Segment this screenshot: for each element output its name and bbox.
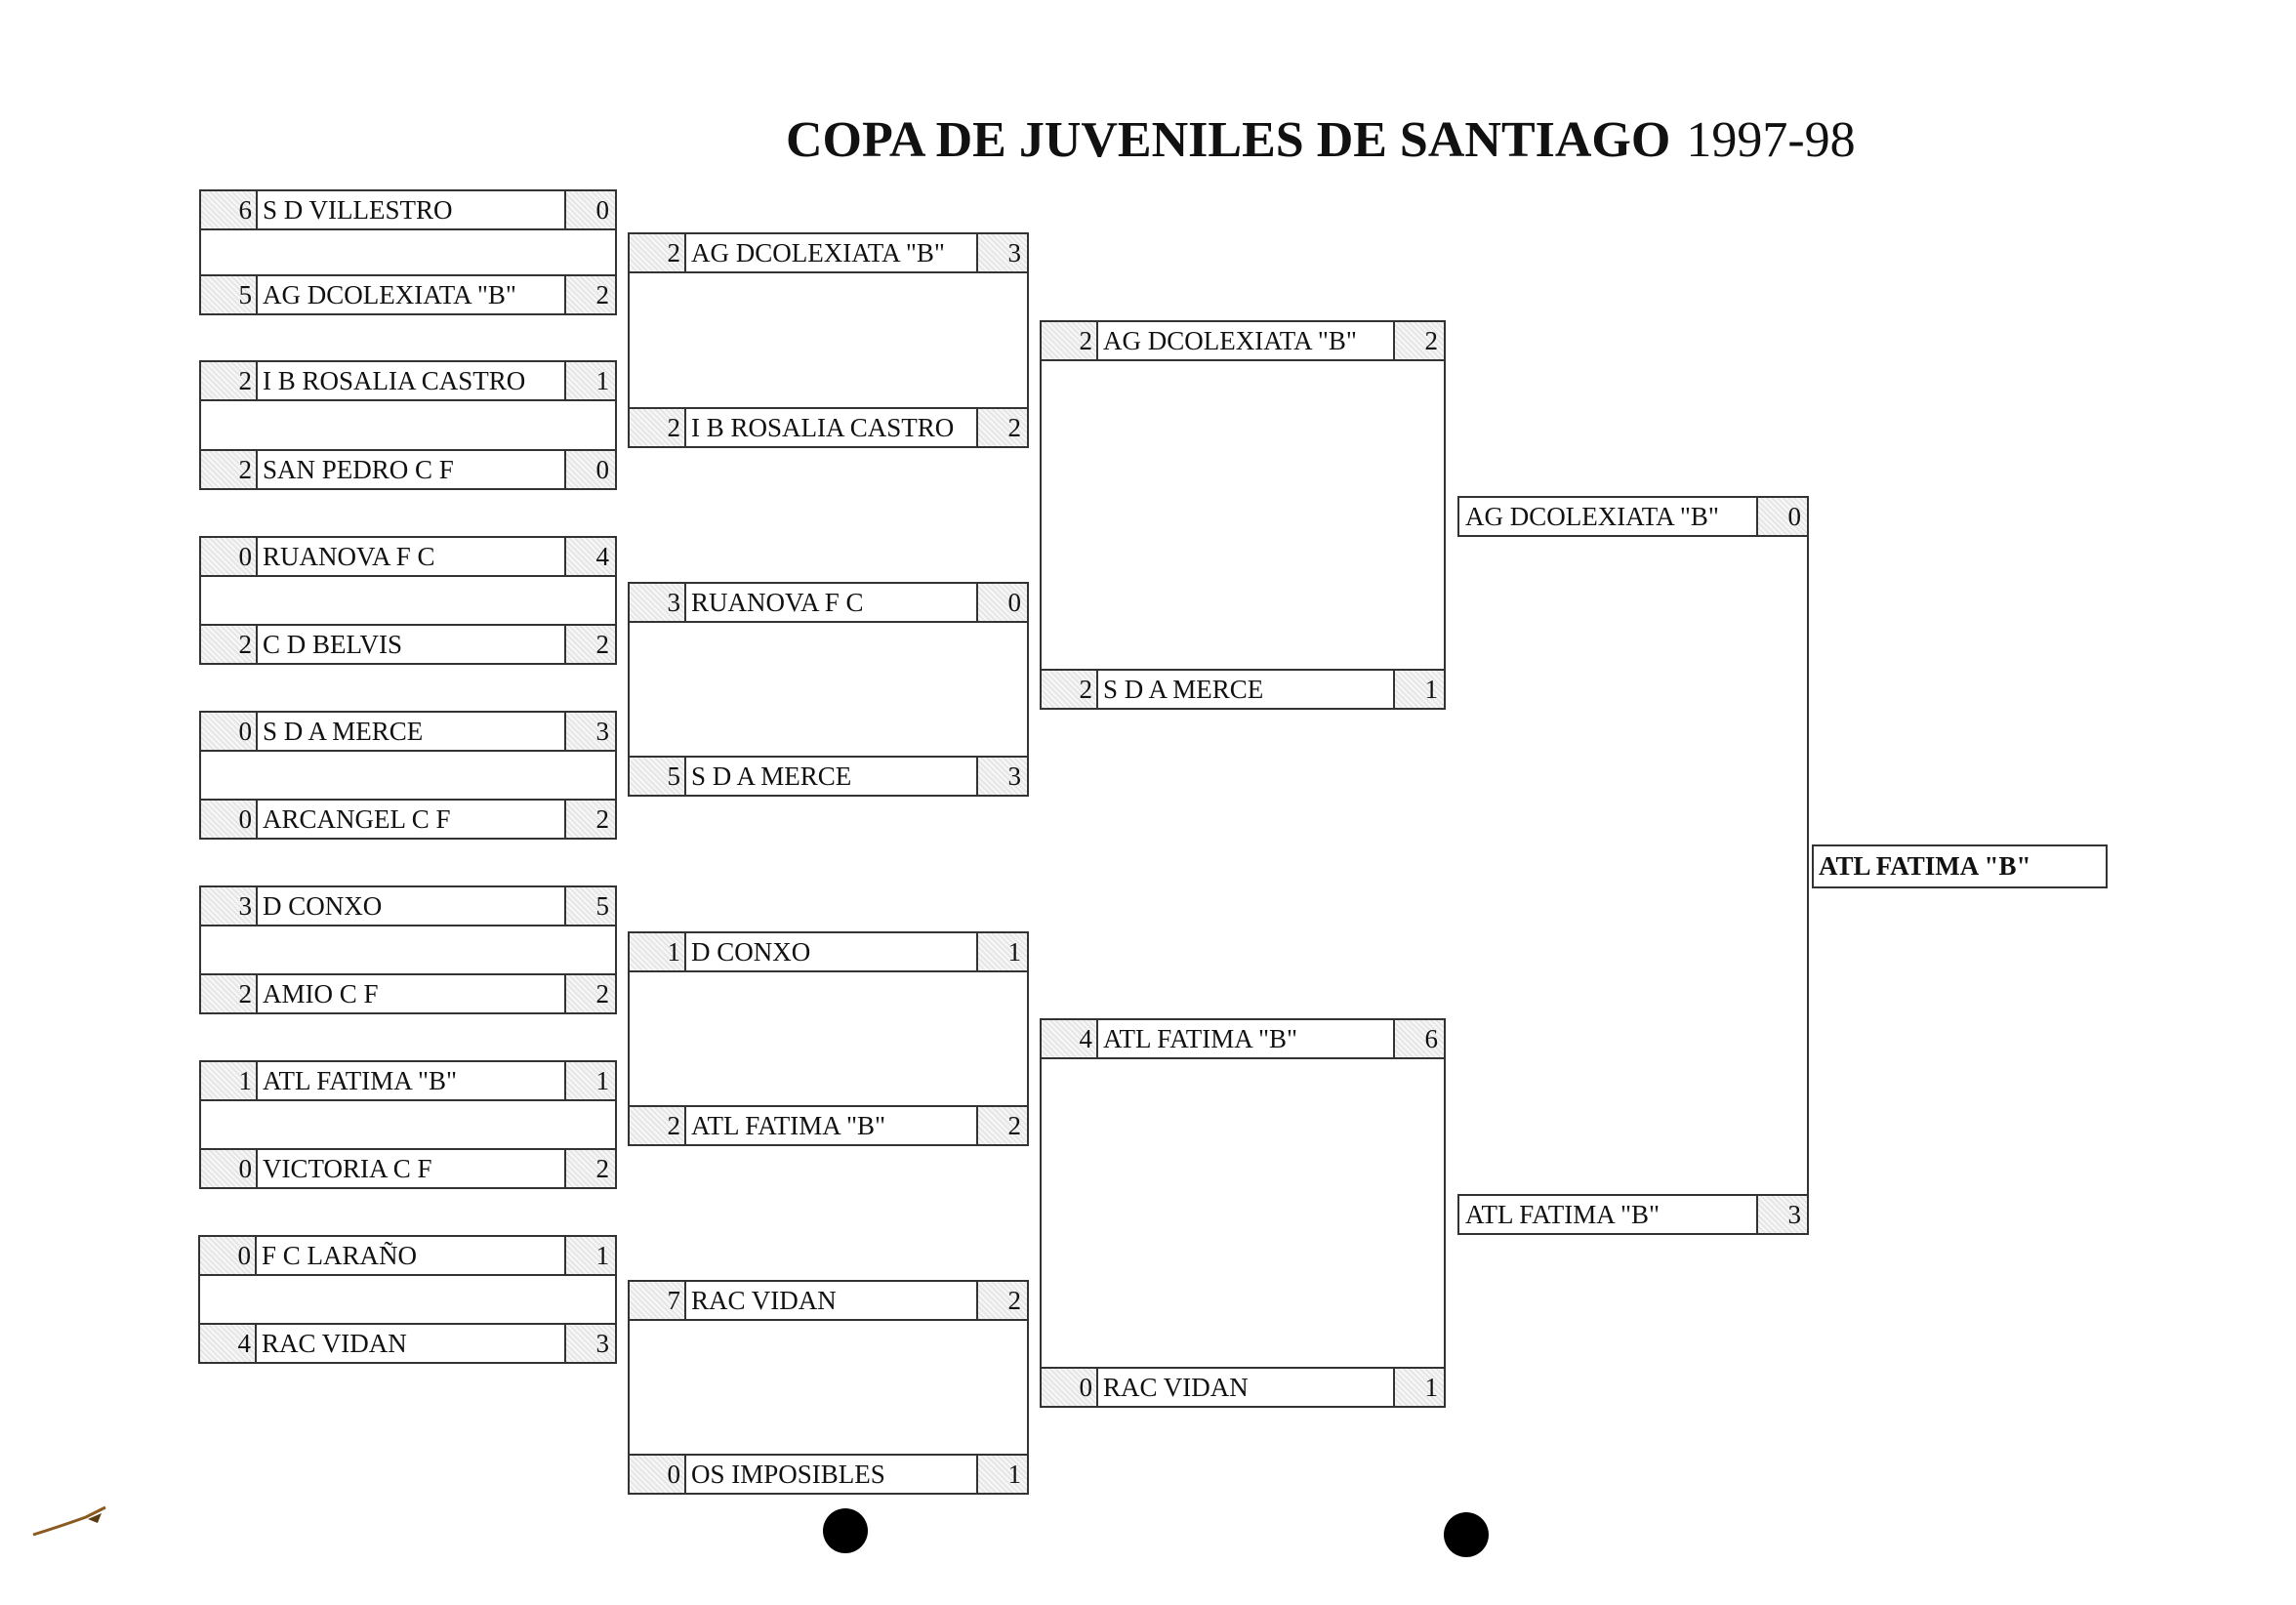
r2-m3-gap: [628, 972, 1029, 1107]
title-main: COPA DE JUVENILES DE SANTIAGO: [786, 112, 1671, 168]
team-name: SAN PEDRO C F: [263, 455, 454, 484]
r3-m2-team-b: [1040, 1367, 1446, 1408]
team-name: AG DCOLEXIATA "B": [691, 238, 945, 268]
r1-m6-team-a: [199, 1060, 617, 1101]
right-score: 0: [976, 584, 1027, 621]
r2-m2-team-a: [628, 582, 1029, 623]
right-score: 2: [976, 1107, 1027, 1144]
right-score: 3: [564, 1325, 615, 1362]
left-score: 2: [201, 626, 258, 663]
champion-box: ATL FATIMA "B": [1812, 844, 2108, 888]
right-score: 0: [564, 451, 615, 488]
left-score: 0: [201, 801, 258, 838]
team-name: S D VILLESTRO: [263, 195, 453, 225]
team-name: ARCANGEL C F: [263, 804, 451, 834]
r2-m4-team-a: [628, 1280, 1029, 1321]
left-score: 4: [200, 1325, 257, 1362]
punch-hole-right: [1444, 1512, 1489, 1557]
punch-hole-left: [823, 1508, 868, 1553]
left-score: 2: [201, 451, 258, 488]
r3-m1-team-b: [1040, 669, 1446, 710]
left-score: 0: [201, 713, 258, 750]
right-score: 1: [976, 933, 1027, 970]
left-score: 2: [201, 362, 258, 399]
left-score: 2: [630, 1107, 686, 1144]
team-name: C D BELVIS: [263, 630, 403, 659]
team-name: S D A MERCE: [691, 761, 852, 791]
right-score: 2: [976, 1282, 1027, 1319]
team-name: I B ROSALIA CASTRO: [263, 366, 526, 395]
right-score: 2: [976, 409, 1027, 446]
r1-m2-gap: [199, 401, 617, 450]
team-name: ATL FATIMA "B": [691, 1111, 886, 1140]
r3-m2-gap: [1040, 1059, 1446, 1369]
r1-m5-team-b: [199, 973, 617, 1014]
r2-m1-team-b: [628, 407, 1029, 448]
r2-m4-gap: [628, 1321, 1029, 1456]
team-name: S D A MERCE: [263, 717, 424, 746]
left-score: 0: [201, 1150, 258, 1187]
r1-m1-team-a: [199, 189, 617, 230]
team-name: AG DCOLEXIATA "B": [1465, 502, 1719, 531]
team-name: ATL FATIMA "B": [263, 1066, 458, 1095]
team-name: D CONXO: [263, 891, 383, 921]
right-score: 1: [1393, 1369, 1444, 1406]
team-name: F C LARAÑO: [262, 1241, 418, 1270]
r1-m5-team-a: [199, 885, 617, 926]
right-score: 2: [1393, 322, 1444, 359]
team-name: AG DCOLEXIATA "B": [1103, 326, 1357, 355]
r2-m4-team-b: [628, 1454, 1029, 1495]
r1-m4-team-b: [199, 799, 617, 840]
r1-m7-team-a: [198, 1235, 617, 1276]
team-name: ATL FATIMA "B": [1465, 1200, 1660, 1229]
left-score: 0: [201, 538, 258, 575]
page-title: [786, 109, 1856, 172]
team-name: RAC VIDAN: [1103, 1373, 1249, 1402]
r1-m7-gap: [198, 1276, 617, 1325]
right-score: 1: [564, 1062, 615, 1099]
r2-m3-team-a: [628, 931, 1029, 972]
right-score: 2: [564, 975, 615, 1012]
r1-m6-gap: [199, 1101, 617, 1150]
final-team-b: [1457, 1194, 1809, 1235]
team-name: RUANOVA F C: [691, 588, 864, 617]
left-score: 2: [1042, 671, 1098, 708]
r1-m1-team-b: [199, 274, 617, 315]
r1-m2-team-b: [199, 449, 617, 490]
r1-m2-team-a: [199, 360, 617, 401]
r2-m1-gap: [628, 273, 1029, 408]
right-score: 3: [1756, 1196, 1807, 1233]
r1-m3-team-a: [199, 536, 617, 577]
r1-m4-gap: [199, 752, 617, 801]
right-score: 1: [976, 1456, 1027, 1493]
team-name: D CONXO: [691, 937, 811, 967]
team-name: S D A MERCE: [1103, 675, 1264, 704]
left-score: 7: [630, 1282, 686, 1319]
r2-m3-team-b: [628, 1105, 1029, 1146]
r2-m1-team-a: [628, 232, 1029, 273]
left-score: 2: [1042, 322, 1098, 359]
right-score: 3: [564, 713, 615, 750]
team-name: AG DCOLEXIATA "B": [263, 280, 516, 309]
right-score: 3: [976, 758, 1027, 795]
team-name: RAC VIDAN: [262, 1329, 407, 1358]
final-team-a: [1457, 496, 1809, 537]
r2-m2-gap: [628, 623, 1029, 758]
right-score: 5: [564, 887, 615, 925]
right-score: 1: [564, 362, 615, 399]
left-score: 2: [201, 975, 258, 1012]
left-score: 3: [201, 887, 258, 925]
team-name: I B ROSALIA CASTRO: [691, 413, 955, 442]
right-score: 6: [1393, 1020, 1444, 1057]
right-score: 2: [564, 626, 615, 663]
right-score: 2: [564, 1150, 615, 1187]
left-score: 1: [201, 1062, 258, 1099]
r1-m3-team-b: [199, 624, 617, 665]
team-name: ATL FATIMA "B": [1103, 1024, 1298, 1053]
ink-mark: [29, 1503, 109, 1539]
left-score: 0: [200, 1237, 257, 1274]
left-score: 5: [630, 758, 686, 795]
right-score: 2: [564, 801, 615, 838]
r3-m2-team-a: [1040, 1018, 1446, 1059]
left-score: 2: [630, 409, 686, 446]
right-score: 1: [564, 1237, 615, 1274]
team-name: RAC VIDAN: [691, 1286, 837, 1315]
r2-m2-team-b: [628, 756, 1029, 797]
left-score: 5: [201, 276, 258, 313]
r1-m1-gap: [199, 230, 617, 275]
left-score: 3: [630, 584, 686, 621]
right-score: 0: [564, 191, 615, 228]
right-score: 2: [564, 276, 615, 313]
final-connector: [1807, 537, 1809, 1195]
r1-m4-team-a: [199, 711, 617, 752]
team-name: AMIO C F: [263, 979, 379, 1008]
team-name: VICTORIA C F: [263, 1154, 432, 1183]
left-score: 4: [1042, 1020, 1098, 1057]
r3-m1-team-a: [1040, 320, 1446, 361]
r1-m5-gap: [199, 926, 617, 975]
left-score: 0: [630, 1456, 686, 1493]
r1-m3-gap: [199, 577, 617, 626]
right-score: 0: [1756, 498, 1807, 535]
r1-m6-team-b: [199, 1148, 617, 1189]
team-name: RUANOVA F C: [263, 542, 435, 571]
team-name: OS IMPOSIBLES: [691, 1460, 885, 1489]
right-score: 3: [976, 234, 1027, 271]
title-year: 1997-98: [1686, 112, 1856, 168]
right-score: 4: [564, 538, 615, 575]
left-score: 2: [630, 234, 686, 271]
r1-m7-team-b: [198, 1323, 617, 1364]
r3-m1-gap: [1040, 361, 1446, 671]
left-score: 6: [201, 191, 258, 228]
right-score: 1: [1393, 671, 1444, 708]
left-score: 1: [630, 933, 686, 970]
left-score: 0: [1042, 1369, 1098, 1406]
